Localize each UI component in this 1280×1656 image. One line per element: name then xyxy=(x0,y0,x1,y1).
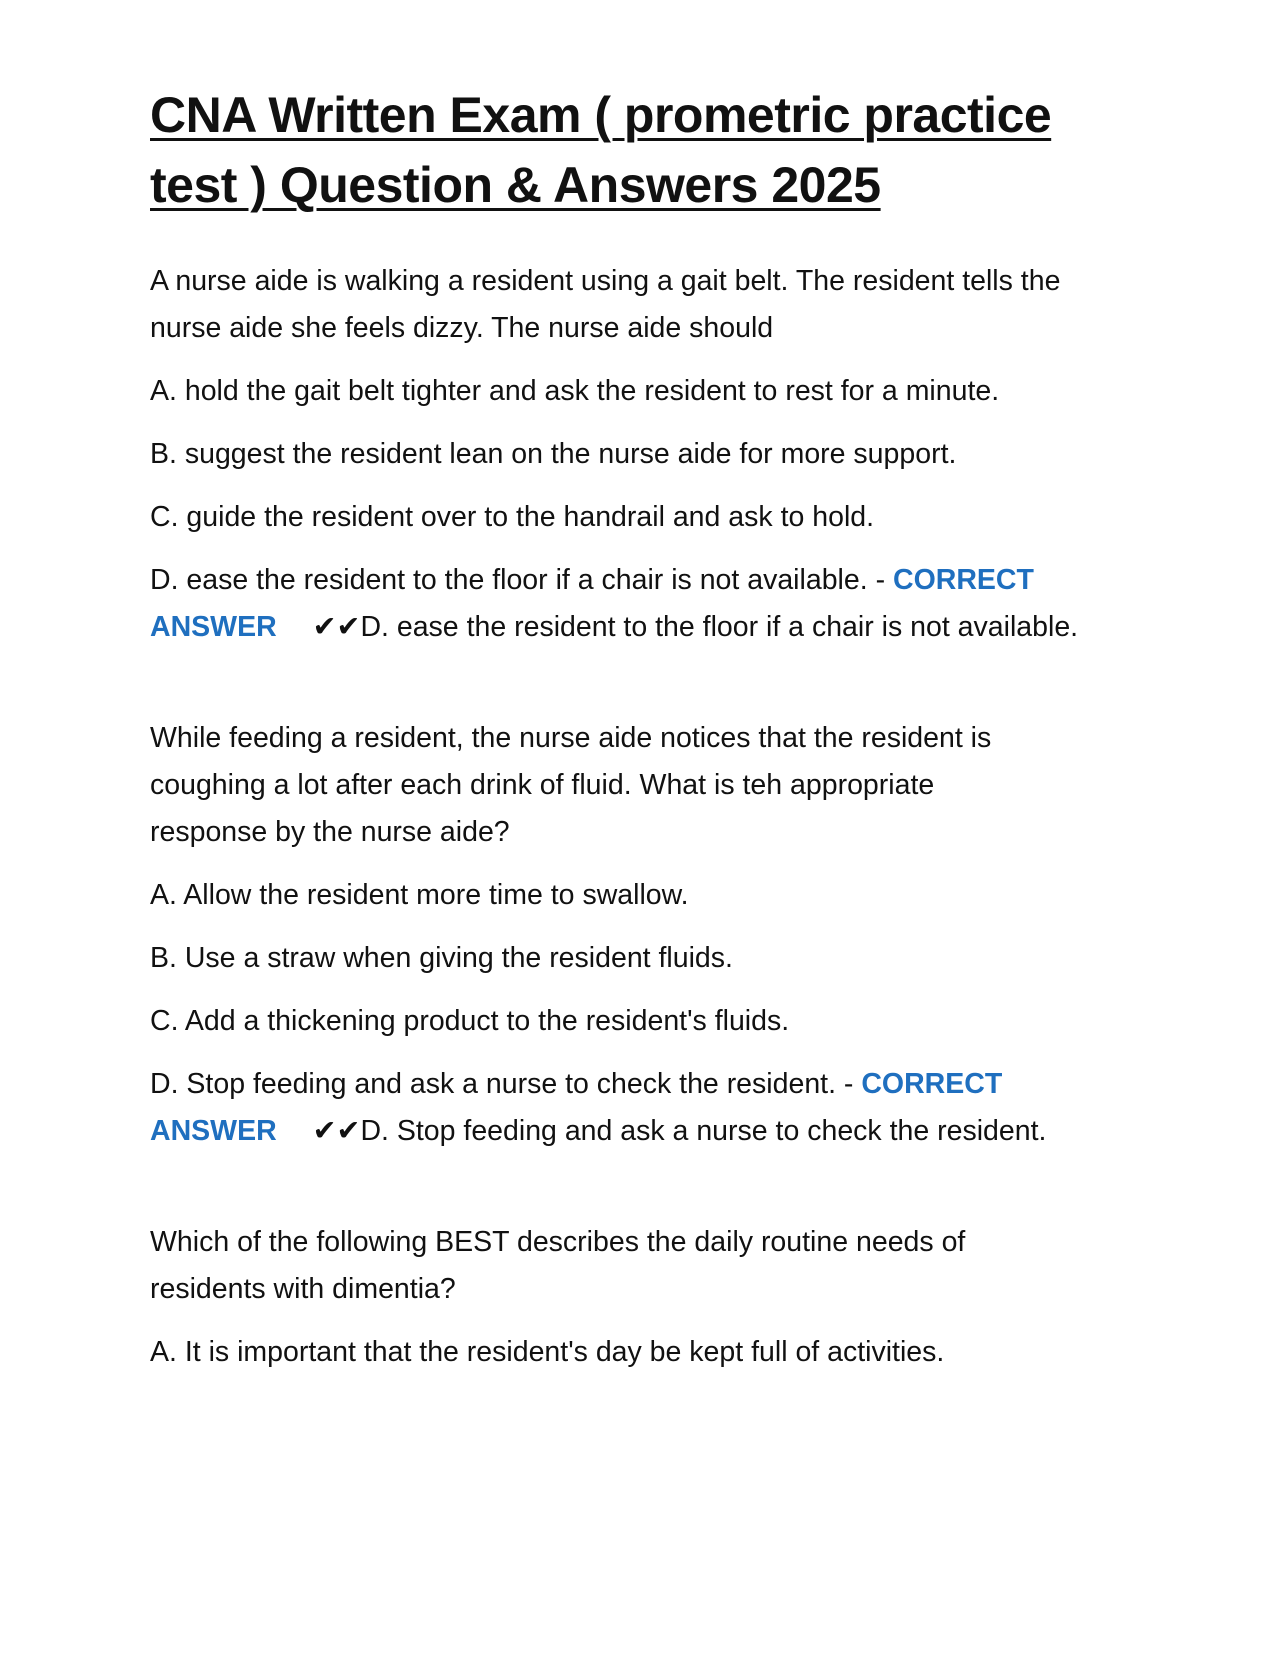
document-title: CNA Written Exam ( prometric practice test ) Question & Answers 2025 xyxy=(150,87,1052,213)
checkmark-icon: ✔✔ xyxy=(312,1115,361,1147)
option-b: B. Use a straw when giving the resident fluids. xyxy=(150,942,733,974)
option-d: D. ease the resident to the floor if a chair is not available. - xyxy=(150,564,893,596)
answer-label: ANSWER xyxy=(150,1115,277,1147)
question-stem: Which of the following BEST describes the daily routine needs of residents with dimentia? xyxy=(150,1226,966,1305)
answer-block xyxy=(150,1061,1135,1155)
option-c: C. Add a thickening product to the resident's fluids. xyxy=(150,1005,790,1037)
correct-answer-text: D. ease the resident to the floor if a chair is not available. xyxy=(360,611,1079,643)
option-a: A. Allow the resident more time to swallow. xyxy=(150,879,689,911)
option-a: A. hold the gait belt tighter and ask the resident to rest for a minute. xyxy=(150,375,1000,407)
option-d: D. Stop feeding and ask a nurse to check the resident. - xyxy=(150,1068,862,1100)
option-b: B. suggest the resident lean on the nurse aide for more support. xyxy=(150,438,957,470)
question-stem: A nurse aide is walking a resident using a gait belt. The resident tells the nurse aide she feels dizzy. The nurse aide should xyxy=(150,265,1061,344)
document-page xyxy=(150,80,1135,1376)
answer-label: ANSWER xyxy=(150,611,277,643)
correct-label: CORRECT xyxy=(861,1068,1003,1100)
answer-block xyxy=(150,557,1135,651)
checkmark-icon: ✔✔ xyxy=(312,611,361,643)
option-a: A. It is important that the resident's day be kept full of activities. xyxy=(150,1336,945,1368)
question-stem: While feeding a resident, the nurse aide notices that the resident is coughing a lot after each drink of fluid. What is teh appropriate response by the nurse aide? xyxy=(150,722,992,848)
question-2 xyxy=(150,715,1135,1155)
question-1 xyxy=(150,258,1135,651)
correct-label: CORRECT xyxy=(892,564,1034,596)
option-c: C. guide the resident over to the handrail and ask to hold. xyxy=(150,501,875,533)
correct-answer-text: D. Stop feeding and ask a nurse to check the resident. xyxy=(360,1115,1047,1147)
question-3 xyxy=(150,1219,1135,1376)
